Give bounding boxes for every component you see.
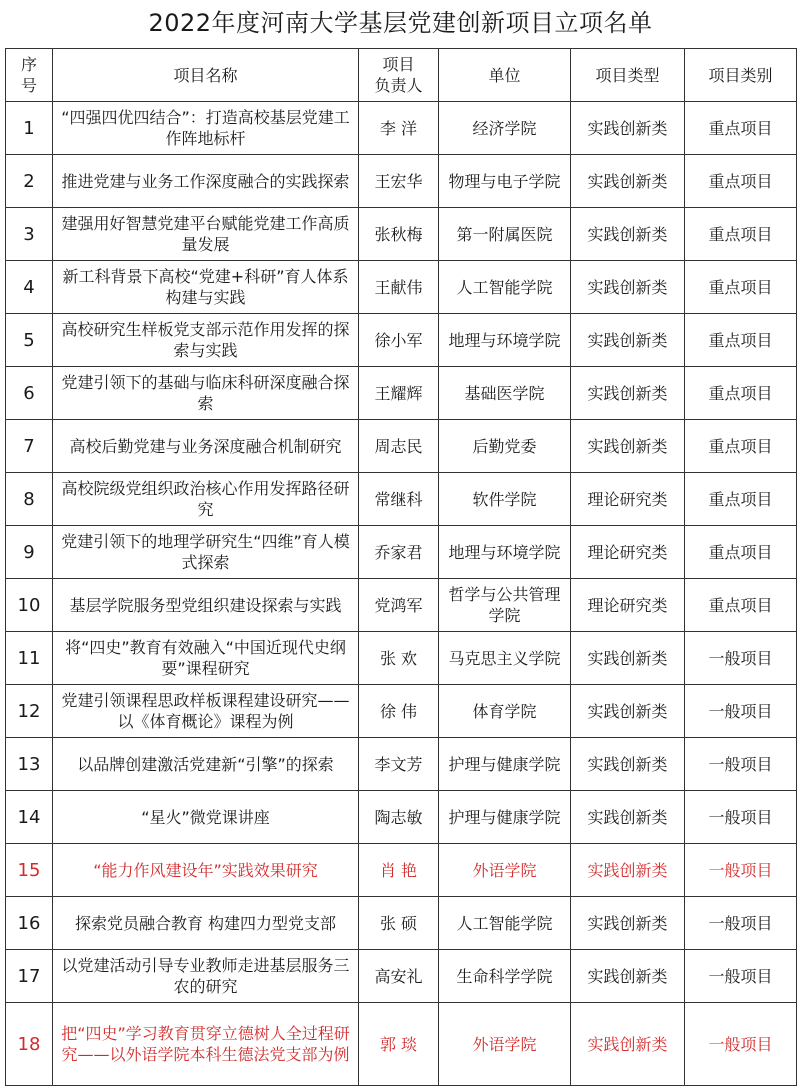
row-unit: 基础医学院 <box>439 367 571 420</box>
row-index: 5 <box>6 314 53 367</box>
page-title: 2022年度河南大学基层党建创新项目立项名单 <box>148 9 653 37</box>
row-type: 实践创新类 <box>571 155 685 208</box>
row-type: 实践创新类 <box>571 367 685 420</box>
row-category: 重点项目 <box>685 314 797 367</box>
row-type: 实践创新类 <box>571 844 685 897</box>
row-leader: 王献伟 <box>359 261 439 314</box>
row-type: 实践创新类 <box>571 950 685 1003</box>
table-row <box>6 897 797 950</box>
row-index: 8 <box>6 473 53 526</box>
table-row <box>6 155 797 208</box>
row-unit: 外语学院 <box>439 1003 571 1086</box>
header-name: 项目名称 <box>53 49 359 102</box>
row-type: 实践创新类 <box>571 897 685 950</box>
row-index: 2 <box>6 155 53 208</box>
row-unit: 护理与健康学院 <box>439 791 571 844</box>
table-row <box>6 1003 797 1086</box>
row-category: 重点项目 <box>685 155 797 208</box>
row-index: 13 <box>6 738 53 791</box>
table-row <box>6 526 797 579</box>
row-project-name: 新工科背景下高校“党建+科研”育人体系构建与实践 <box>53 261 359 314</box>
row-type: 理论研究类 <box>571 473 685 526</box>
table-row <box>6 261 797 314</box>
row-category: 重点项目 <box>685 367 797 420</box>
header-unit: 单位 <box>439 49 571 102</box>
row-index: 3 <box>6 208 53 261</box>
row-unit: 人工智能学院 <box>439 261 571 314</box>
row-index: 7 <box>6 420 53 473</box>
row-project-name: 党建引领下的地理学研究生“四维”育人模式探索 <box>53 526 359 579</box>
row-leader: 肖 艳 <box>359 844 439 897</box>
row-category: 一般项目 <box>685 791 797 844</box>
row-type: 实践创新类 <box>571 261 685 314</box>
row-project-name: “四强四优四结合”：打造高校基层党建工作阵地标杆 <box>53 102 359 155</box>
row-unit: 马克思主义学院 <box>439 632 571 685</box>
row-category: 一般项目 <box>685 950 797 1003</box>
row-category: 重点项目 <box>685 208 797 261</box>
row-unit: 人工智能学院 <box>439 897 571 950</box>
row-index: 9 <box>6 526 53 579</box>
row-type: 实践创新类 <box>571 208 685 261</box>
row-leader: 徐 伟 <box>359 685 439 738</box>
row-project-name: 将“四史”教育有效融入“中国近现代史纲要”课程研究 <box>53 632 359 685</box>
table-row <box>6 632 797 685</box>
row-category: 重点项目 <box>685 261 797 314</box>
row-leader: 高安礼 <box>359 950 439 1003</box>
row-unit: 外语学院 <box>439 844 571 897</box>
row-type: 实践创新类 <box>571 632 685 685</box>
row-type: 实践创新类 <box>571 102 685 155</box>
row-leader: 王宏华 <box>359 155 439 208</box>
row-type: 实践创新类 <box>571 420 685 473</box>
row-unit: 后勤党委 <box>439 420 571 473</box>
row-index: 10 <box>6 579 53 632</box>
row-leader: 乔家君 <box>359 526 439 579</box>
row-unit: 生命科学学院 <box>439 950 571 1003</box>
row-category: 一般项目 <box>685 844 797 897</box>
row-type: 实践创新类 <box>571 314 685 367</box>
row-project-name: 党建引领下的基础与临床科研深度融合探索 <box>53 367 359 420</box>
row-index: 16 <box>6 897 53 950</box>
row-index: 1 <box>6 102 53 155</box>
row-project-name: “星火”微党课讲座 <box>53 791 359 844</box>
row-type: 实践创新类 <box>571 1003 685 1086</box>
row-leader: 张 欢 <box>359 632 439 685</box>
row-unit: 第一附属医院 <box>439 208 571 261</box>
table-row <box>6 579 797 632</box>
table-row <box>6 685 797 738</box>
row-leader: 郭 琰 <box>359 1003 439 1086</box>
row-project-name: 高校后勤党建与业务深度融合机制研究 <box>53 420 359 473</box>
table-row <box>6 102 797 155</box>
header-category: 项目类别 <box>685 49 797 102</box>
table-row <box>6 208 797 261</box>
row-leader: 李 洋 <box>359 102 439 155</box>
row-category: 一般项目 <box>685 738 797 791</box>
row-category: 一般项目 <box>685 685 797 738</box>
row-leader: 张 硕 <box>359 897 439 950</box>
row-category: 重点项目 <box>685 526 797 579</box>
row-index: 4 <box>6 261 53 314</box>
row-leader: 王耀辉 <box>359 367 439 420</box>
row-project-name: 基层学院服务型党组织建设探索与实践 <box>53 579 359 632</box>
row-leader: 李文芳 <box>359 738 439 791</box>
row-unit: 体育学院 <box>439 685 571 738</box>
row-index: 6 <box>6 367 53 420</box>
row-category: 重点项目 <box>685 102 797 155</box>
row-leader: 常继科 <box>359 473 439 526</box>
row-category: 一般项目 <box>685 1003 797 1086</box>
row-type: 理论研究类 <box>571 579 685 632</box>
row-category: 一般项目 <box>685 632 797 685</box>
table-row <box>6 367 797 420</box>
row-index: 11 <box>6 632 53 685</box>
row-unit: 软件学院 <box>439 473 571 526</box>
row-project-name: 高校研究生样板党支部示范作用发挥的探索与实践 <box>53 314 359 367</box>
table-row <box>6 738 797 791</box>
row-project-name: 以党建活动引导专业教师走进基层服务三农的研究 <box>53 950 359 1003</box>
row-index: 15 <box>6 844 53 897</box>
table-row <box>6 420 797 473</box>
row-unit: 护理与健康学院 <box>439 738 571 791</box>
table-row <box>6 844 797 897</box>
row-project-name: 以品牌创建激活党建新“引擎”的探索 <box>53 738 359 791</box>
table-row <box>6 473 797 526</box>
row-project-name: 建强用好智慧党建平台赋能党建工作高质量发展 <box>53 208 359 261</box>
row-leader: 陶志敏 <box>359 791 439 844</box>
table-row <box>6 314 797 367</box>
row-unit: 地理与环境学院 <box>439 526 571 579</box>
row-index: 14 <box>6 791 53 844</box>
row-type: 实践创新类 <box>571 791 685 844</box>
row-category: 一般项目 <box>685 897 797 950</box>
row-unit: 哲学与公共管理学院 <box>439 579 571 632</box>
row-leader: 党鸿军 <box>359 579 439 632</box>
row-leader: 徐小军 <box>359 314 439 367</box>
project-table <box>5 48 797 1086</box>
row-project-name: 探索党员融合教育 构建四力型党支部 <box>53 897 359 950</box>
table-header-row <box>6 49 797 102</box>
row-index: 18 <box>6 1003 53 1086</box>
row-type: 理论研究类 <box>571 526 685 579</box>
row-unit: 经济学院 <box>439 102 571 155</box>
row-project-name: 高校院级党组织政治核心作用发挥路径研究 <box>53 473 359 526</box>
row-project-name: 把“四史”学习教育贯穿立德树人全过程研究——以外语学院本科生德法党支部为例 <box>53 1003 359 1086</box>
row-category: 重点项目 <box>685 420 797 473</box>
row-unit: 物理与电子学院 <box>439 155 571 208</box>
row-leader: 周志民 <box>359 420 439 473</box>
row-category: 重点项目 <box>685 579 797 632</box>
header-index: 序 号 <box>6 49 53 102</box>
row-project-name: “能力作风建设年”实践效果研究 <box>53 844 359 897</box>
header-type: 项目类型 <box>571 49 685 102</box>
row-type: 实践创新类 <box>571 738 685 791</box>
table-row <box>6 950 797 1003</box>
row-index: 17 <box>6 950 53 1003</box>
row-category: 重点项目 <box>685 473 797 526</box>
row-project-name: 推进党建与业务工作深度融合的实践探索 <box>53 155 359 208</box>
header-leader: 项目 负责人 <box>359 49 439 102</box>
row-index: 12 <box>6 685 53 738</box>
row-unit: 地理与环境学院 <box>439 314 571 367</box>
table-row <box>6 791 797 844</box>
row-leader: 张秋梅 <box>359 208 439 261</box>
row-project-name: 党建引领课程思政样板课程建设研究——以《体育概论》课程为例 <box>53 685 359 738</box>
row-type: 实践创新类 <box>571 685 685 738</box>
